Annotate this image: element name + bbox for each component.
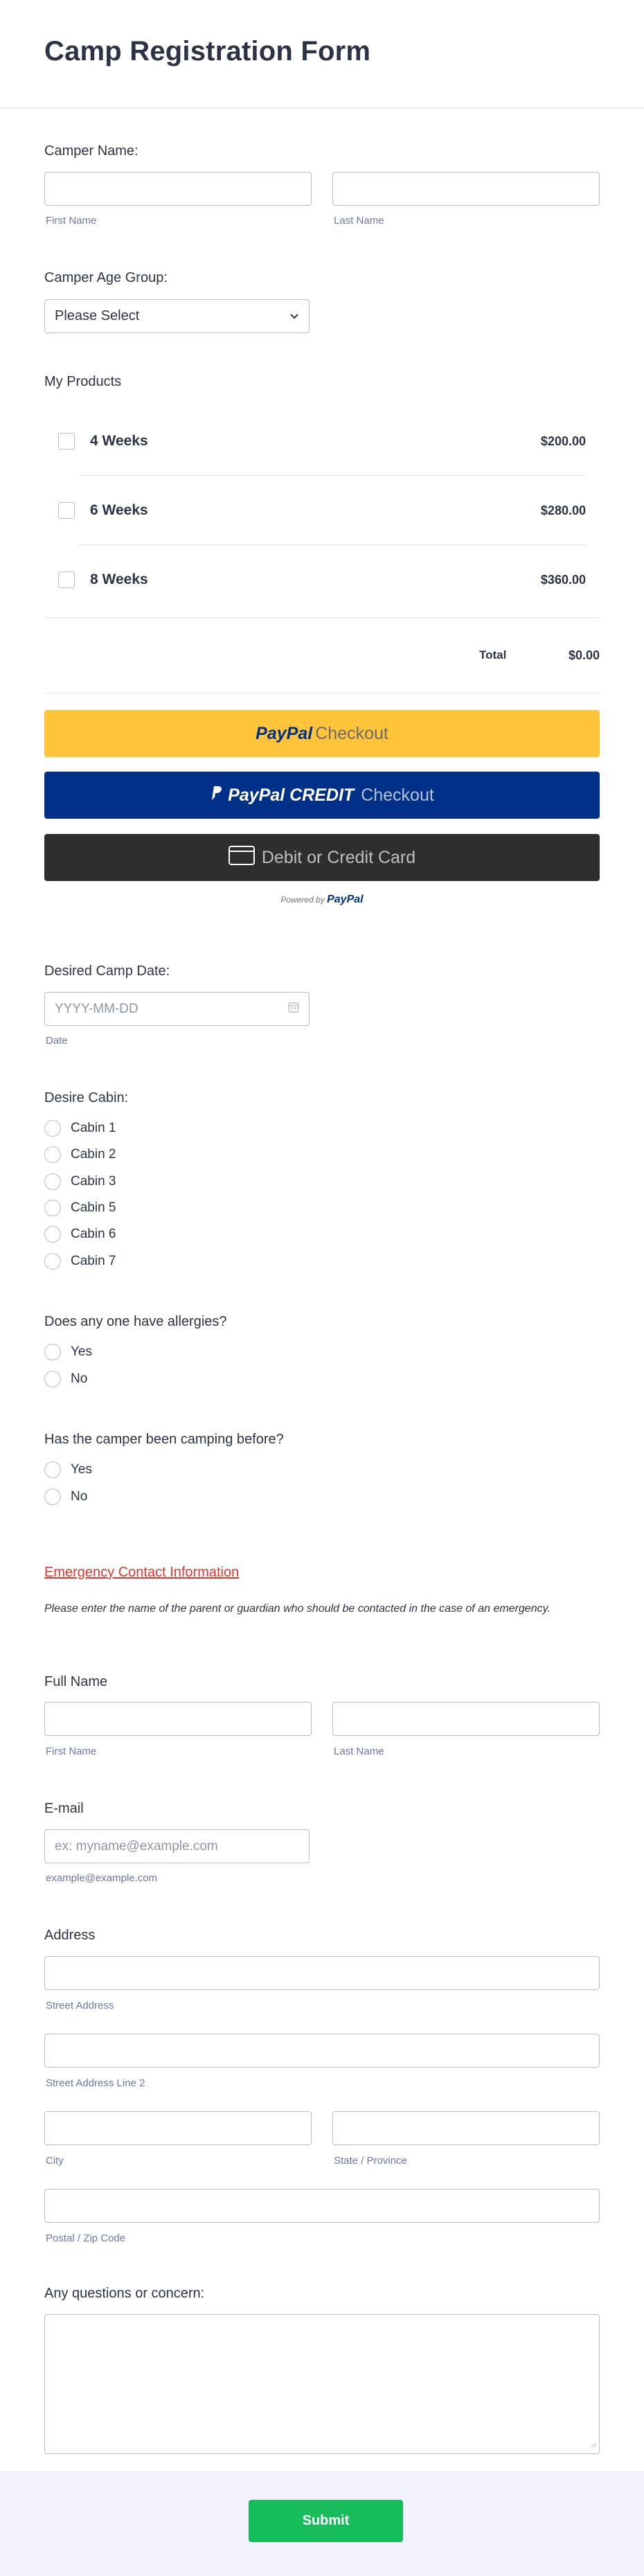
city-sublabel: City bbox=[46, 2155, 64, 2167]
camper-name-label: Camper Name: bbox=[44, 143, 138, 159]
paypal-credit-checkout-label: Checkout bbox=[361, 785, 434, 805]
camp-date-label: Desired Camp Date: bbox=[44, 963, 170, 979]
radio-label: Cabin 2 bbox=[71, 1147, 116, 1162]
street-address-input[interactable] bbox=[44, 1956, 600, 1990]
questions-textarea[interactable] bbox=[44, 2314, 600, 2454]
camp-date-placeholder: YYYY-MM-DD bbox=[55, 1001, 138, 1016]
camping-before-option[interactable] bbox=[44, 1486, 87, 1507]
form-header bbox=[0, 0, 644, 109]
state-input[interactable] bbox=[332, 2111, 600, 2145]
street-address-sublabel: Street Address bbox=[46, 2000, 114, 2011]
resize-handle-icon[interactable] bbox=[590, 2439, 597, 2451]
emergency-description: Please enter the name of the parent or guardian who should be contacted in the case of an emergency. bbox=[44, 1603, 551, 1615]
product-row[interactable] bbox=[44, 476, 600, 545]
products-divider bbox=[44, 617, 600, 618]
radio-button[interactable] bbox=[44, 1173, 61, 1190]
cabin-option[interactable] bbox=[44, 1171, 116, 1192]
product-checkbox[interactable] bbox=[58, 502, 75, 519]
camping-before-label: Has the camper been camping before? bbox=[44, 1432, 284, 1447]
city-input[interactable] bbox=[44, 2111, 312, 2145]
paypal-checkout-button[interactable] bbox=[44, 710, 600, 757]
radio-button[interactable] bbox=[44, 1489, 61, 1505]
age-group-select[interactable] bbox=[44, 299, 310, 333]
cabin-label: Desire Cabin: bbox=[44, 1090, 129, 1105]
radio-button[interactable] bbox=[44, 1253, 61, 1270]
questions-label: Any questions or concern: bbox=[44, 2286, 205, 2301]
paypal-credit-logo: PayPal CREDIT bbox=[228, 785, 355, 805]
full-name-label: Full Name bbox=[44, 1674, 108, 1689]
contact-last-name-input[interactable] bbox=[332, 1702, 600, 1736]
radio-label: Cabin 5 bbox=[71, 1200, 116, 1215]
calendar-icon[interactable] bbox=[288, 1002, 299, 1017]
allergies-label: Does any one have allergies? bbox=[44, 1314, 227, 1329]
camper-first-name-sublabel: First Name bbox=[46, 215, 97, 226]
cabin-option[interactable] bbox=[44, 1198, 116, 1218]
contact-first-name-sublabel: First Name bbox=[46, 1746, 97, 1757]
email-label: E-mail bbox=[44, 1801, 84, 1816]
radio-button[interactable] bbox=[44, 1120, 61, 1137]
camping-before-option[interactable] bbox=[44, 1459, 92, 1480]
cabin-option[interactable] bbox=[44, 1224, 116, 1245]
radio-label: Yes bbox=[71, 1344, 92, 1359]
powered-by-paypal bbox=[0, 894, 644, 906]
product-price: $200.00 bbox=[540, 434, 586, 448]
product-name: 8 Weeks bbox=[90, 571, 148, 587]
radio-button[interactable] bbox=[44, 1146, 61, 1163]
chevron-down-icon bbox=[289, 308, 299, 324]
debit-credit-card-label: Debit or Credit Card bbox=[261, 847, 416, 867]
street-address-line2-sublabel: Street Address Line 2 bbox=[46, 2077, 145, 2089]
paypal-checkout-label: Checkout bbox=[315, 723, 388, 743]
street-address-line2-input[interactable] bbox=[44, 2034, 600, 2068]
radio-label: Yes bbox=[71, 1462, 92, 1477]
total-value: $0.00 bbox=[568, 648, 600, 662]
age-group-label: Camper Age Group: bbox=[44, 270, 168, 285]
radio-label: No bbox=[71, 1489, 88, 1504]
camp-date-sublabel: Date bbox=[46, 1035, 68, 1047]
products-heading: My Products bbox=[44, 374, 122, 389]
paypal-logo: PayPal bbox=[256, 723, 313, 743]
form-title: Camp Registration Form bbox=[44, 36, 371, 66]
powered-by-paypal-logo: PayPal bbox=[327, 894, 364, 905]
product-row[interactable] bbox=[44, 407, 600, 476]
cabin-option[interactable] bbox=[44, 1251, 116, 1272]
allergies-option[interactable] bbox=[44, 1342, 92, 1362]
allergies-option[interactable] bbox=[44, 1369, 87, 1389]
cabin-option[interactable] bbox=[44, 1118, 116, 1139]
email-input[interactable] bbox=[44, 1829, 310, 1863]
paypal-credit-button[interactable] bbox=[44, 772, 600, 819]
credit-card-icon bbox=[229, 846, 255, 870]
product-name: 4 Weeks bbox=[90, 433, 148, 449]
camper-first-name-input[interactable] bbox=[44, 172, 312, 206]
radio-label: Cabin 6 bbox=[71, 1227, 116, 1241]
product-checkbox[interactable] bbox=[58, 433, 75, 450]
state-sublabel: State / Province bbox=[334, 2155, 407, 2167]
radio-label: Cabin 7 bbox=[71, 1254, 116, 1268]
product-price: $360.00 bbox=[540, 572, 586, 587]
camper-last-name-input[interactable] bbox=[332, 172, 600, 206]
product-name: 6 Weeks bbox=[90, 502, 148, 518]
total-label: Total bbox=[479, 648, 507, 661]
product-row[interactable] bbox=[44, 545, 600, 614]
radio-button[interactable] bbox=[44, 1344, 61, 1360]
radio-button[interactable] bbox=[44, 1462, 61, 1478]
debit-credit-card-button[interactable] bbox=[44, 834, 600, 881]
paypal-p-icon bbox=[210, 785, 222, 806]
radio-button[interactable] bbox=[44, 1371, 61, 1387]
zip-code-input[interactable] bbox=[44, 2189, 600, 2223]
powered-by-text: Powered by bbox=[280, 895, 325, 905]
radio-button[interactable] bbox=[44, 1200, 61, 1216]
cabin-option[interactable] bbox=[44, 1144, 116, 1165]
contact-last-name-sublabel: Last Name bbox=[334, 1746, 384, 1757]
contact-first-name-input[interactable] bbox=[44, 1702, 312, 1736]
product-price: $280.00 bbox=[540, 503, 586, 517]
radio-label: No bbox=[71, 1371, 88, 1386]
radio-label: Cabin 3 bbox=[71, 1174, 116, 1189]
product-checkbox[interactable] bbox=[58, 571, 75, 588]
radio-button[interactable] bbox=[44, 1226, 61, 1243]
address-label: Address bbox=[44, 1928, 96, 1943]
emergency-heading: Emergency Contact Information bbox=[44, 1565, 240, 1580]
email-sublabel: example@example.com bbox=[46, 1872, 158, 1884]
camper-last-name-sublabel: Last Name bbox=[334, 215, 384, 226]
camp-date-input[interactable] bbox=[44, 992, 310, 1026]
age-group-selected: Please Select bbox=[55, 308, 140, 323]
zip-code-sublabel: Postal / Zip Code bbox=[46, 2232, 126, 2244]
radio-label: Cabin 1 bbox=[71, 1121, 116, 1135]
submit-button[interactable]: Submit bbox=[249, 2500, 403, 2542]
email-placeholder: ex: myname@example.com bbox=[55, 1838, 218, 1854]
